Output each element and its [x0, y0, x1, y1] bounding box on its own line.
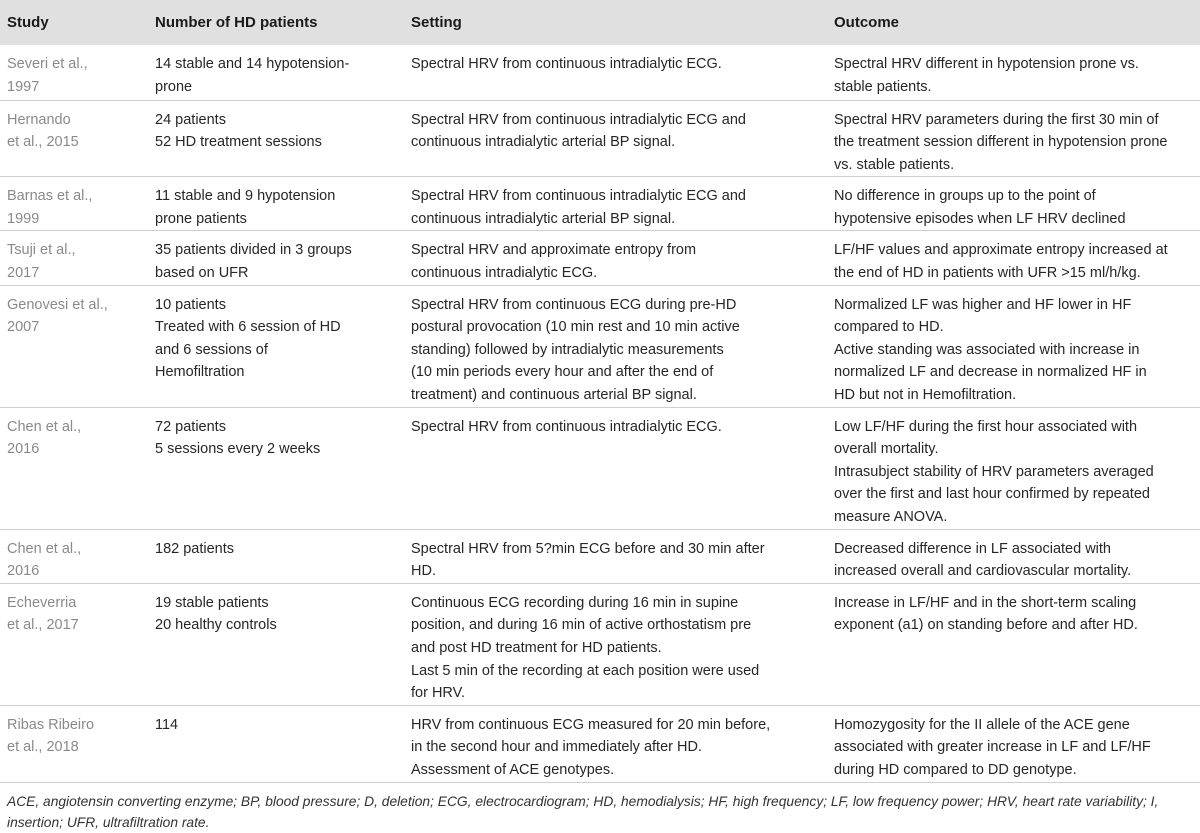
cell-line: 72 patients	[155, 418, 226, 435]
cell-line: overall mortality.	[834, 441, 939, 458]
study-cell	[0, 407, 148, 529]
cell-line: prone patients	[155, 210, 247, 227]
table-body	[0, 45, 1200, 782]
header-setting: Setting	[411, 14, 462, 31]
cell-line: Barnas et al.,	[7, 188, 93, 205]
cell-line: the treatment session different in hypotension prone	[834, 134, 1168, 151]
table-row	[0, 407, 1200, 529]
cell-line: Ribas Ribeiro	[7, 716, 95, 733]
cell-line: 10 patients	[155, 296, 226, 313]
outcome-cell	[827, 100, 1200, 177]
table-row	[0, 285, 1200, 407]
cell-line: HD.	[411, 563, 436, 580]
patients-cell	[148, 231, 404, 285]
outcome-cell	[827, 407, 1200, 529]
patients-cell	[148, 100, 404, 177]
setting-cell	[404, 705, 827, 782]
cell-line: measure ANOVA.	[834, 509, 948, 525]
cell-line: LF/HF values and approximate entropy increased at	[834, 242, 1168, 259]
cell-line: Hemofiltration	[155, 364, 245, 381]
cell-line: 1999	[7, 210, 40, 227]
cell-line: the end of HD in patients with UFR >15 ml/h/kg.	[834, 265, 1141, 282]
study-cell	[0, 285, 148, 407]
cell-line: Genovesi et al.,	[7, 296, 108, 313]
cell-line: postural provocation (10 min rest and 10 min active	[411, 319, 740, 336]
cell-line: Treated with 6 session of HD	[155, 319, 341, 336]
setting-cell	[404, 231, 827, 285]
setting-cell	[404, 285, 827, 407]
cell-line: stable patients.	[834, 78, 932, 95]
cell-line: Spectral HRV from continuous intradialytic ECG.	[411, 418, 722, 435]
cell-line: 2016	[7, 563, 40, 580]
cell-line: 19 stable patients	[155, 594, 269, 611]
cell-line: and post HD treatment for HD patients.	[411, 639, 662, 656]
study-cell	[0, 705, 148, 782]
cell-line: compared to HD.	[834, 319, 944, 336]
patients-cell	[148, 285, 404, 407]
patients-cell	[148, 529, 404, 583]
header-patients: Number of HD patients	[155, 14, 318, 31]
cell-line: et al., 2018	[7, 739, 79, 756]
cell-line: HRV from continuous ECG measured for 20 min before,	[411, 716, 771, 733]
cell-line: 114	[155, 716, 179, 733]
cell-line: Chen et al.,	[7, 418, 82, 435]
outcome-cell	[827, 583, 1200, 705]
table-row	[0, 529, 1200, 583]
study-cell	[0, 231, 148, 285]
cell-line: Severi et al.,	[7, 56, 88, 72]
cell-line: position, and during 16 min of active orthostatism pre	[411, 617, 752, 634]
cell-line: increased overall and cardiovascular mortality.	[834, 563, 1132, 580]
study-cell	[0, 45, 148, 100]
outcome-cell	[827, 529, 1200, 583]
cell-line: Chen et al.,	[7, 540, 82, 557]
cell-line: 35 patients divided in 3 groups	[155, 242, 352, 259]
cell-line: for HRV.	[411, 685, 465, 702]
cell-line: Spectral HRV different in hypotension prone vs.	[834, 56, 1139, 72]
patients-cell	[148, 407, 404, 529]
cell-line: Increase in LF/HF and in the short-term scaling	[834, 594, 1137, 611]
study-cell	[0, 583, 148, 705]
cell-line: 2007	[7, 319, 40, 336]
table-header	[0, 0, 1200, 45]
setting-cell	[404, 100, 827, 177]
header-outcome: Outcome	[834, 14, 900, 31]
cell-line: over the first and last hour confirmed by repeated	[834, 486, 1150, 503]
cell-line: Hernando	[7, 111, 71, 128]
cell-line: Tsuji et al.,	[7, 242, 76, 259]
cell-line: Normalized LF was higher and HF lower in HF	[834, 296, 1132, 313]
cell-line: prone	[155, 78, 193, 95]
cell-line: standing) followed by intradialytic measurements	[411, 341, 724, 358]
cell-line: Continuous ECG recording during 16 min in supine	[411, 594, 739, 611]
outcome-cell	[827, 177, 1200, 231]
cell-line: exponent (a1) on standing before and after HD.	[834, 617, 1138, 634]
outcome-cell	[827, 45, 1200, 100]
cell-line: Active standing was associated with increase in	[834, 341, 1140, 358]
table-row	[0, 231, 1200, 285]
table-row	[0, 45, 1200, 100]
cell-line: continuous intradialytic ECG.	[411, 265, 598, 282]
study-cell	[0, 529, 148, 583]
cell-line: 11 stable and 9 hypotension	[155, 188, 336, 205]
cell-line: 24 patients	[155, 111, 226, 128]
cell-line: HD but not in Hemofiltration.	[834, 387, 1017, 404]
cell-line: 52 HD treatment sessions	[155, 134, 322, 151]
cell-line: 2016	[7, 441, 40, 458]
cell-line: in the second hour and immediately after HD.	[411, 739, 702, 756]
cell-line: et al., 2017	[7, 617, 79, 634]
cell-line: 182 patients	[155, 540, 235, 557]
cell-line: 14 stable and 14 hypotension-	[155, 56, 350, 72]
cell-line: Decreased difference in LF associated with	[834, 540, 1111, 557]
table-row	[0, 705, 1200, 782]
cell-line: Spectral HRV and approximate entropy from	[411, 242, 697, 259]
cell-line: 2017	[7, 265, 40, 282]
study-cell	[0, 100, 148, 177]
cell-line: based on UFR	[155, 265, 249, 282]
header-study: Study	[7, 14, 49, 31]
setting-cell	[404, 45, 827, 100]
cell-line: Spectral HRV parameters during the first 30 min of	[834, 111, 1159, 128]
cell-line: vs. stable patients.	[834, 156, 955, 173]
outcome-cell	[827, 285, 1200, 407]
patients-cell	[148, 177, 404, 231]
cell-line: No difference in groups up to the point of	[834, 188, 1096, 205]
cell-line: Low LF/HF during the first hour associated with	[834, 418, 1138, 435]
setting-cell	[404, 529, 827, 583]
cell-line: and 6 sessions of	[155, 341, 268, 358]
patients-cell	[148, 583, 404, 705]
patients-cell	[148, 705, 404, 782]
cell-line: during HD compared to DD genotype.	[834, 761, 1077, 778]
cell-line: Spectral HRV from continuous intradialytic ECG and	[411, 188, 746, 205]
cell-line: continuous intradialytic arterial BP signal.	[411, 134, 676, 151]
cell-line: continuous intradialytic arterial BP signal.	[411, 210, 676, 227]
setting-cell	[404, 583, 827, 705]
patients-cell	[148, 45, 404, 100]
cell-line: Spectral HRV from continuous intradialytic ECG and	[411, 111, 746, 128]
setting-cell	[404, 177, 827, 231]
cell-line: associated with greater increase in LF and LF/HF	[834, 739, 1151, 756]
cell-line: Homozygosity for the II allele of the ACE gene	[834, 716, 1130, 733]
study-cell	[0, 177, 148, 231]
table-row	[0, 177, 1200, 231]
cell-line: Assessment of ACE genotypes.	[411, 761, 615, 778]
cell-line: 1997	[7, 78, 40, 95]
cell-line: et al., 2015	[7, 134, 79, 151]
header-row	[0, 0, 1200, 45]
table-row	[0, 583, 1200, 705]
cell-line: 5 sessions every 2 weeks	[155, 441, 321, 458]
cell-line: Echeverria	[7, 594, 77, 611]
table-row	[0, 100, 1200, 177]
cell-line: Spectral HRV from continuous ECG during pre-HD	[411, 296, 737, 313]
setting-cell	[404, 407, 827, 529]
cell-line: hypotensive episodes when LF HRV declined	[834, 210, 1126, 227]
cell-line: Spectral HRV from 5?min ECG before and 30 min after	[411, 540, 765, 557]
footnote-line: ACE, angiotensin converting enzyme; BP, blood pressure; D, deletion; ECG, electrocardiogram; HD, hemodialysis; HF, high frequency; LF, low frequency power; HRV,	[7, 793, 1019, 809]
table-footnote	[0, 783, 1199, 833]
cell-line: (10 min periods every hour and after the end of	[411, 364, 714, 381]
outcome-cell	[827, 705, 1200, 782]
outcome-cell	[827, 231, 1200, 285]
cell-line: Last 5 min of the recording at each position were used	[411, 662, 760, 679]
cell-line: 20 healthy controls	[155, 617, 277, 634]
cell-line: treatment) and continuous arterial BP signal.	[411, 387, 697, 404]
footnote-line: heart rate variability; I, insertion; UFR, ultrafiltration rate.	[7, 793, 1159, 830]
cell-line: normalized LF and decrease in normalized HF in	[834, 364, 1147, 381]
cell-line: Spectral HRV from continuous intradialytic ECG.	[411, 56, 722, 72]
cell-line: Intrasubject stability of HRV parameters averaged	[834, 463, 1154, 480]
